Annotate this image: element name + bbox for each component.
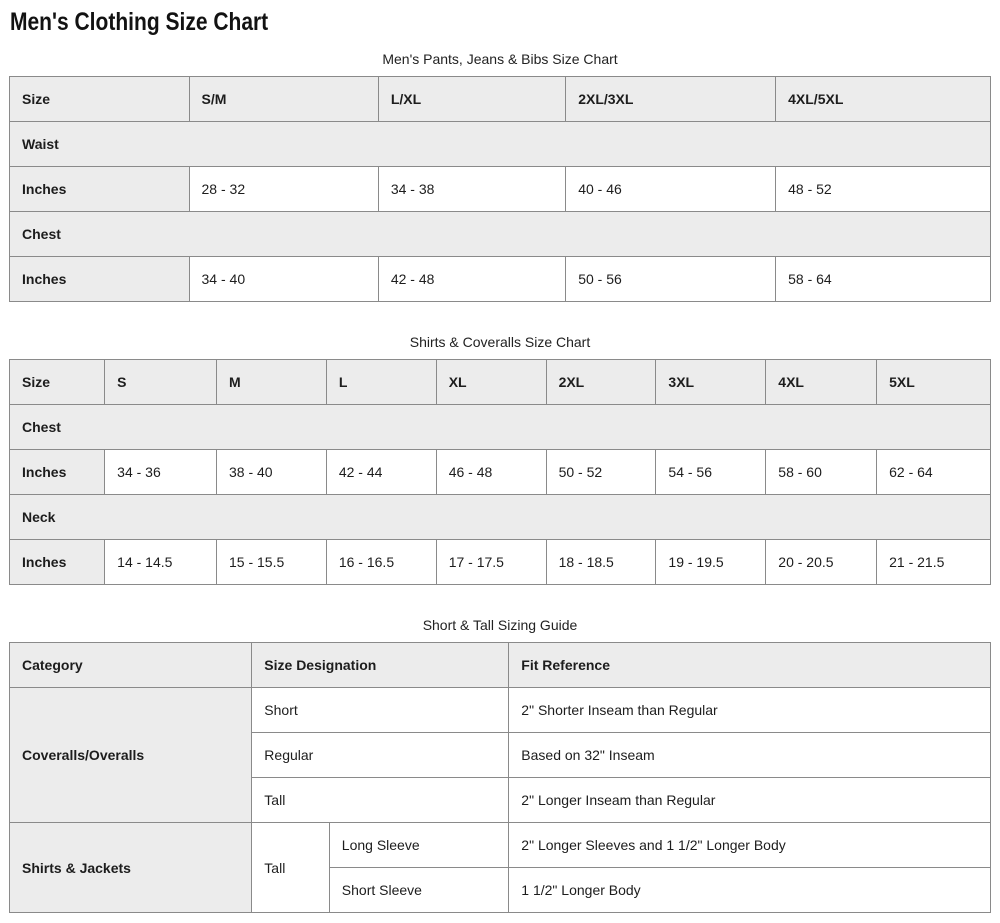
- pants-size-table: [9, 76, 991, 302]
- coveralls-short-fit: 2" Shorter Inseam than Regular: [509, 688, 991, 733]
- pants-header-lxl: L/XL: [378, 77, 565, 122]
- pants-chest-value: 42 - 48: [378, 257, 565, 302]
- shirts-header-row: [10, 360, 991, 405]
- shirts-header-s: S: [105, 360, 217, 405]
- pants-header-row: [10, 77, 991, 122]
- pants-chest-values-row: [10, 257, 991, 302]
- short-tall-header-row: [10, 643, 991, 688]
- shirts-jackets-long-sleeve-label: Long Sleeve: [329, 823, 509, 868]
- page-title: Men's Clothing Size Chart: [10, 8, 269, 36]
- shirts-neck-value: 19 - 19.5: [656, 540, 766, 585]
- shirts-jackets-short-sleeve-fit: 1 1/2" Longer Body: [509, 868, 991, 913]
- shirts-neck-value: 14 - 14.5: [105, 540, 217, 585]
- shirts-chest-value: 50 - 52: [546, 450, 656, 495]
- pants-chest-inches-label: Inches: [10, 257, 190, 302]
- pants-table-caption: Men's Pants, Jeans & Bibs Size Chart: [382, 51, 618, 67]
- coveralls-short-designation: Short: [252, 688, 509, 733]
- shirts-chest-value: 34 - 36: [105, 450, 217, 495]
- coveralls-tall-fit: 2" Longer Inseam than Regular: [509, 778, 991, 823]
- shirts-chest-value: 58 - 60: [766, 450, 877, 495]
- shirts-header-m: M: [216, 360, 326, 405]
- shirts-neck-value: 15 - 15.5: [216, 540, 326, 585]
- shirts-neck-values-row: [10, 540, 991, 585]
- coveralls-regular-designation: Regular: [252, 733, 509, 778]
- shirts-chest-values-row: [10, 450, 991, 495]
- pants-waist-value: 48 - 52: [776, 167, 991, 212]
- short-tall-header-category: Category: [10, 643, 252, 688]
- shirts-table-caption: Shirts & Coveralls Size Chart: [409, 334, 591, 350]
- shirts-jackets-short-sleeve-label: Short Sleeve: [329, 868, 509, 913]
- shirts-neck-value: 17 - 17.5: [436, 540, 546, 585]
- shirts-header-5xl: 5XL: [877, 360, 991, 405]
- shirts-jackets-long-sleeve-fit: 2" Longer Sleeves and 1 1/2" Longer Body: [509, 823, 991, 868]
- pants-waist-section-row: [10, 122, 991, 167]
- shirts-chest-value: 38 - 40: [216, 450, 326, 495]
- coveralls-category-cell: Coveralls/Overalls: [10, 688, 252, 823]
- shirts-chest-inches-label: Inches: [10, 450, 105, 495]
- shirts-header-4xl: 4XL: [766, 360, 877, 405]
- pants-waist-value: 28 - 32: [189, 167, 378, 212]
- coveralls-regular-fit: Based on 32" Inseam: [509, 733, 991, 778]
- pants-waist-value: 40 - 46: [566, 167, 776, 212]
- shirts-neck-section-label: Neck: [10, 495, 991, 540]
- pants-chest-value: 50 - 56: [566, 257, 776, 302]
- shirts-chest-value: 62 - 64: [877, 450, 991, 495]
- shirts-jackets-tall-designation: Tall: [252, 823, 329, 913]
- pants-chest-section-row: [10, 212, 991, 257]
- pants-waist-inches-label: Inches: [10, 167, 190, 212]
- short-tall-header-fit: Fit Reference: [509, 643, 991, 688]
- pants-header-2xl3xl: 2XL/3XL: [566, 77, 776, 122]
- pants-header-size: Size: [10, 77, 190, 122]
- pants-header-4xl5xl: 4XL/5XL: [776, 77, 991, 122]
- coveralls-tall-designation: Tall: [252, 778, 509, 823]
- shirts-size-table: [9, 359, 991, 585]
- shirts-header-3xl: 3XL: [656, 360, 766, 405]
- pants-chest-section-label: Chest: [10, 212, 991, 257]
- shirts-neck-value: 20 - 20.5: [766, 540, 877, 585]
- short-tall-header-designation: Size Designation: [252, 643, 509, 688]
- pants-waist-values-row: [10, 167, 991, 212]
- shirts-neck-section-row: [10, 495, 991, 540]
- shirts-neck-value: 21 - 21.5: [877, 540, 991, 585]
- shirts-header-2xl: 2XL: [546, 360, 656, 405]
- shirts-neck-inches-label: Inches: [10, 540, 105, 585]
- shirts-chest-value: 46 - 48: [436, 450, 546, 495]
- shirts-chest-section-label: Chest: [10, 405, 991, 450]
- shirts-neck-value: 18 - 18.5: [546, 540, 656, 585]
- short-tall-table-caption: Short & Tall Sizing Guide: [422, 617, 578, 633]
- pants-waist-section-label: Waist: [10, 122, 991, 167]
- shirts-jackets-long-sleeve-row: [10, 823, 991, 868]
- shirts-chest-value: 54 - 56: [656, 450, 766, 495]
- shirts-jackets-category-cell: Shirts & Jackets: [10, 823, 252, 913]
- shirts-header-l: L: [326, 360, 436, 405]
- shirts-chest-value: 42 - 44: [326, 450, 436, 495]
- shirts-chest-section-row: [10, 405, 991, 450]
- pants-chest-value: 34 - 40: [189, 257, 378, 302]
- pants-waist-value: 34 - 38: [378, 167, 565, 212]
- coveralls-short-row: [10, 688, 991, 733]
- pants-header-sm: S/M: [189, 77, 378, 122]
- shirts-header-size: Size: [10, 360, 105, 405]
- shirts-header-xl: XL: [436, 360, 546, 405]
- short-tall-table: [9, 642, 991, 913]
- pants-chest-value: 58 - 64: [776, 257, 991, 302]
- shirts-neck-value: 16 - 16.5: [326, 540, 436, 585]
